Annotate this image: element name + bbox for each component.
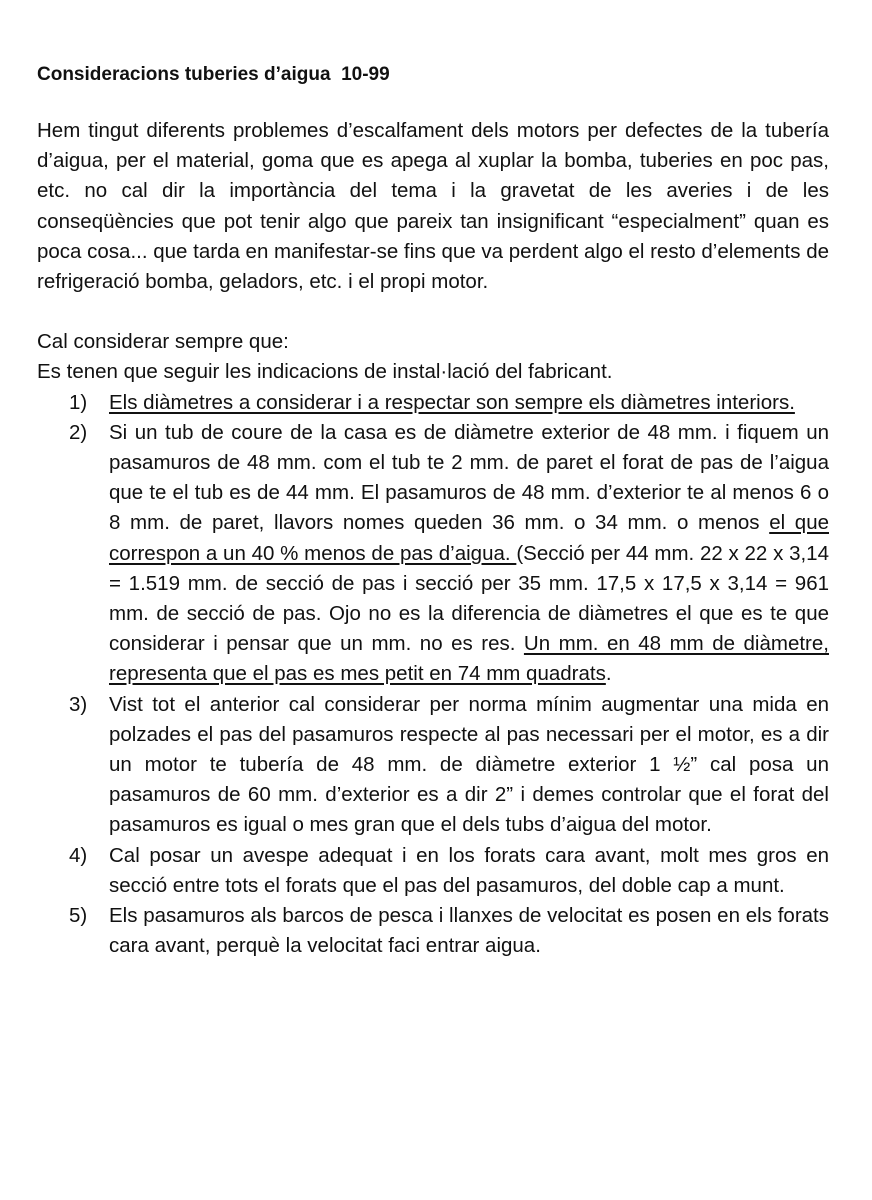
list-item-4 xyxy=(37,841,829,901)
item-number: 1) xyxy=(69,390,88,414)
consider-line: Cal considerar sempre que: xyxy=(37,330,289,354)
item-underlined-text: Els diàmetres a considerar i a respectar son sempre els diàmetres interiors. xyxy=(109,390,795,414)
list-item-1 xyxy=(37,388,829,418)
follow-instructions-line: Es tenen que seguir les indicacions de instal·lació del fabricant. xyxy=(37,360,613,384)
item-underlined-text: Un mm. en 48 mm de diàmetre, representa que el pas es mes petit en 74 mm quadrats xyxy=(109,632,829,686)
list-item-2 xyxy=(37,418,829,690)
item-number: 5) xyxy=(69,904,88,928)
item-text: (Secció per 44 mm. 22 x 22 x 3,14 = 1.519 mm. de secció de pas i secció per 35 mm. 17,5 x 17,5 x 3,14 = 961 mm. de secció de pas. Ojo no es la diferencia de diàmetres el que es te que considerar i pensar que un mm. no es res. xyxy=(109,541,829,656)
item-number: 4) xyxy=(69,843,88,867)
item-text: Cal posar un avespe adequat i en los forats cara avant, molt mes gros en secció entre tots el forats que el pas del pasamuros, del doble cap a munt. xyxy=(109,843,829,897)
item-underlined-text: el que correspon a un 40 % menos de pas d’aigua. xyxy=(109,511,829,565)
list-item-3 xyxy=(37,690,829,841)
item-text: Els pasamuros als barcos de pesca i llanxes de velocitat es posen en els forats cara avant, perquè la velocitat faci entrar aigua. xyxy=(109,904,829,958)
item-text: Vist tot el anterior cal considerar per norma mínim augmentar una mida en polzades el pas del pasamuros respecte al pas necessari per el motor, es a dir un motor te tubería de 48 mm. de diàmetre exterior 1 ½” cal posa un pasamuros de 60 mm. d’exterior es a dir 2” i demes controlar que el forat del pasamuros es igual o mes gran que el dels tubs d’aigua del motor. xyxy=(109,692,829,837)
list-item-5 xyxy=(37,901,829,961)
item-text: . xyxy=(605,662,612,686)
intro-paragraph: Hem tingut diferents problemes d’escalfament dels motors per defectes de la tubería d’aigua, per el material, goma que es apega al xuplar la bomba, tuberies en poc pas, etc. no cal dir la importància del tema i la gravetat de les averies i de les conseqüències que pot tenir algo que pareix tan insignificant “especialment” quan es poca cosa... que tarda en manifestar-se fins que va perdent algo el resto d’elements de refrigeració bomba, geladors, etc. i el propi motor. xyxy=(37,119,830,294)
document-title: Consideracions tuberies d’aigua 10-99 xyxy=(37,64,390,85)
item-text: Si un tub de coure de la casa es de diàmetre exterior de 48 mm. i fiquem un pasamuros de 48 mm. com el tub te 2 mm. de paret el forat de pas de l’aigua que te el tub es de 44 mm. El pasamuros de 48 mm. d’exterior te al menos 6 o 8 mm. de paret, llavors nomes queden 36 mm. o 34 mm. o menos xyxy=(109,420,829,535)
considerations-list xyxy=(37,388,829,962)
document-page xyxy=(37,60,829,961)
item-number: 2) xyxy=(69,420,88,444)
item-number: 3) xyxy=(69,692,88,716)
